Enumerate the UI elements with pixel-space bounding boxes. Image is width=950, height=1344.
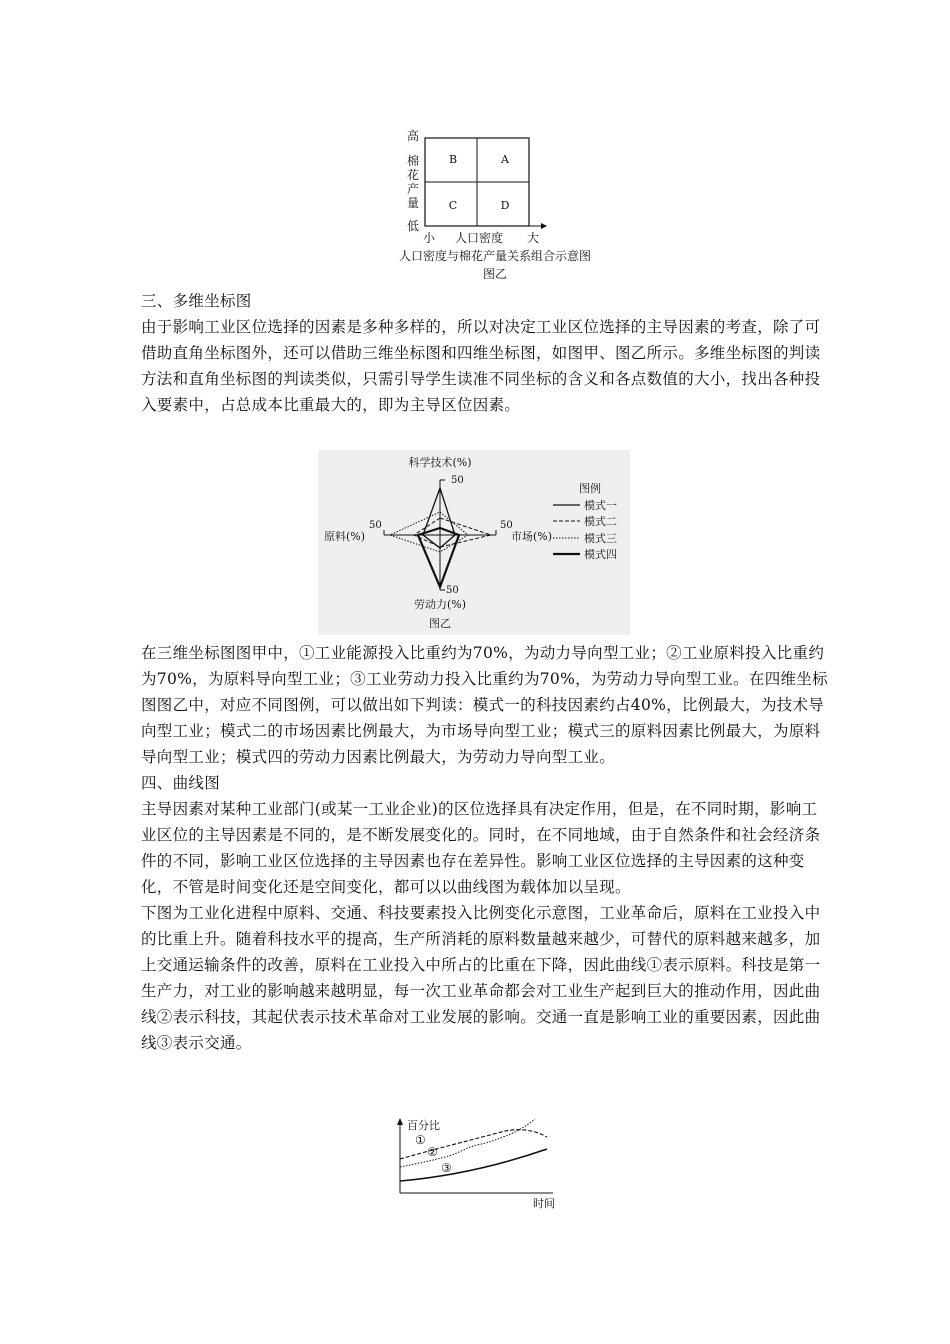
legend-item-3: 模式三	[584, 532, 617, 545]
y-axis-label: 百分比	[407, 1119, 440, 1132]
section-4-body	[141, 796, 831, 1056]
x-axis-label: 人口密度	[454, 231, 504, 245]
axis-left-label: 原料(%)	[324, 530, 366, 543]
legend-title: 图例	[579, 482, 601, 495]
quadrant-figure	[395, 120, 595, 290]
x-arrowhead	[541, 223, 547, 229]
tick-left-label: 50	[369, 520, 382, 531]
curve-1-label: ①	[415, 1133, 426, 1147]
section-3b-body	[141, 640, 831, 770]
section-3	[141, 288, 831, 418]
paragraph: 下图为工业化进程中原料、交通、科技要素投入比例变化示意图，工业革命后，原料在工业投入中的比重上升。随着科技水平的提高，生产所消耗的原料数量越来越少，可替代的原料越来越多，加上交通运输条件的改善，原料在工业投入中所占的比重在下降，因此曲线①表示原料。科技是第一生产力，对工业的影响越来越明显，每一次工业革命都会对工业生产起到巨大的推动作用，因此曲线②表示科技，其起伏表示技术革命对工业发展的影响。交通一直是影响工业的重要因素，因此曲线③表示交通。	[141, 904, 821, 1052]
section-3-heading: 三、多维坐标图	[141, 292, 252, 310]
curve-figure	[385, 1115, 565, 1215]
axis-bottom-label: 劳动力(%)	[413, 598, 467, 611]
axis-top-label: 科学技术(%)	[408, 456, 472, 469]
y-high-label: 高	[406, 129, 420, 143]
cell-b: B	[448, 153, 458, 166]
section-4-heading: 四、曲线图	[141, 774, 221, 792]
y-label-char-1: 棉	[406, 154, 420, 168]
section-3-body	[141, 314, 831, 418]
y-label-char-3: 产	[406, 182, 420, 196]
x-small-label: 小	[422, 231, 436, 245]
curve-diagram	[385, 1115, 565, 1215]
legend-item-2: 模式二	[584, 515, 617, 528]
cell-d: D	[500, 199, 510, 212]
legend-item-4: 模式四	[584, 548, 617, 561]
quadrant-figure-label: 图乙	[482, 267, 507, 281]
radar-figure	[318, 450, 630, 635]
x-axis-label: 时间	[533, 1197, 555, 1210]
tick-bottom-label: 50	[446, 585, 459, 596]
curve-3	[400, 1149, 547, 1181]
paragraph: 在三维坐标图图甲中，①工业能源投入比重约为70%，为动力导向型工业；②工业原料投入比重约为70%，为原料导向型工业；③工业劳动力投入比重约为70%，为劳动力导向型工业。在四维坐标图图乙中，对应不同图例，可以做出如下判读：模式一的科技因素约占40%，比例最大，为技术导向型工业；模式二的市场因素比例最大，为市场导向型工业；模式三的原料因素比例最大，为原料导向型工业；模式四的劳动力因素比例最大，为劳动力导向型工业。	[141, 644, 828, 766]
curve-3-label: ③	[441, 1161, 452, 1175]
curve-2-label: ②	[427, 1145, 438, 1159]
radar-diagram	[318, 450, 630, 635]
x-large-label: 大	[526, 231, 540, 245]
quadrant-caption: 人口密度与棉花产量关系组合示意图	[398, 249, 591, 263]
y-label-char-2: 花	[406, 168, 420, 182]
paragraph: 主导因素对某种工业部门(或某一工业企业)的区位选择具有决定作用，但是，在不同时期，影响工业区位的主导因素是不同的，是不断发展变化的。同时，在不同地域，由于自然条件和社会经济条件的不同，影响工业区位选择的主导因素也存在差异性。影响工业区位选择的主导因素的这种变化，不管是时间变化还是空间变化，都可以以曲线图为载体加以呈现。	[141, 800, 821, 896]
y-low-label: 低	[406, 219, 420, 233]
axis-right-label: 市场(%)	[511, 530, 553, 543]
quadrant-diagram	[395, 120, 595, 255]
section-3-continued	[141, 640, 831, 1056]
tick-top-label: 50	[451, 475, 464, 486]
paragraph: 由于影响工业区位选择的因素是多种多样的，所以对决定工业区位选择的主导因素的考查，除了可借助直角坐标图外，还可以借助三维坐标图和四维坐标图，如图甲、图乙所示。多维坐标图的判读方法和直角坐标图的判读类似，只需引导学生读准不同坐标的含义和各点数值的大小，找出各种投入要素中，占总成本比重最大的，即为主导区位因素。	[141, 318, 821, 414]
tick-right-label: 50	[500, 520, 513, 531]
cell-a: A	[501, 153, 509, 166]
radar-figure-label: 图乙	[429, 617, 451, 630]
legend-item-1: 模式一	[584, 499, 617, 512]
cell-c: C	[448, 199, 458, 212]
y-label-char-4: 量	[406, 196, 420, 210]
y-arrowhead	[397, 1118, 403, 1125]
